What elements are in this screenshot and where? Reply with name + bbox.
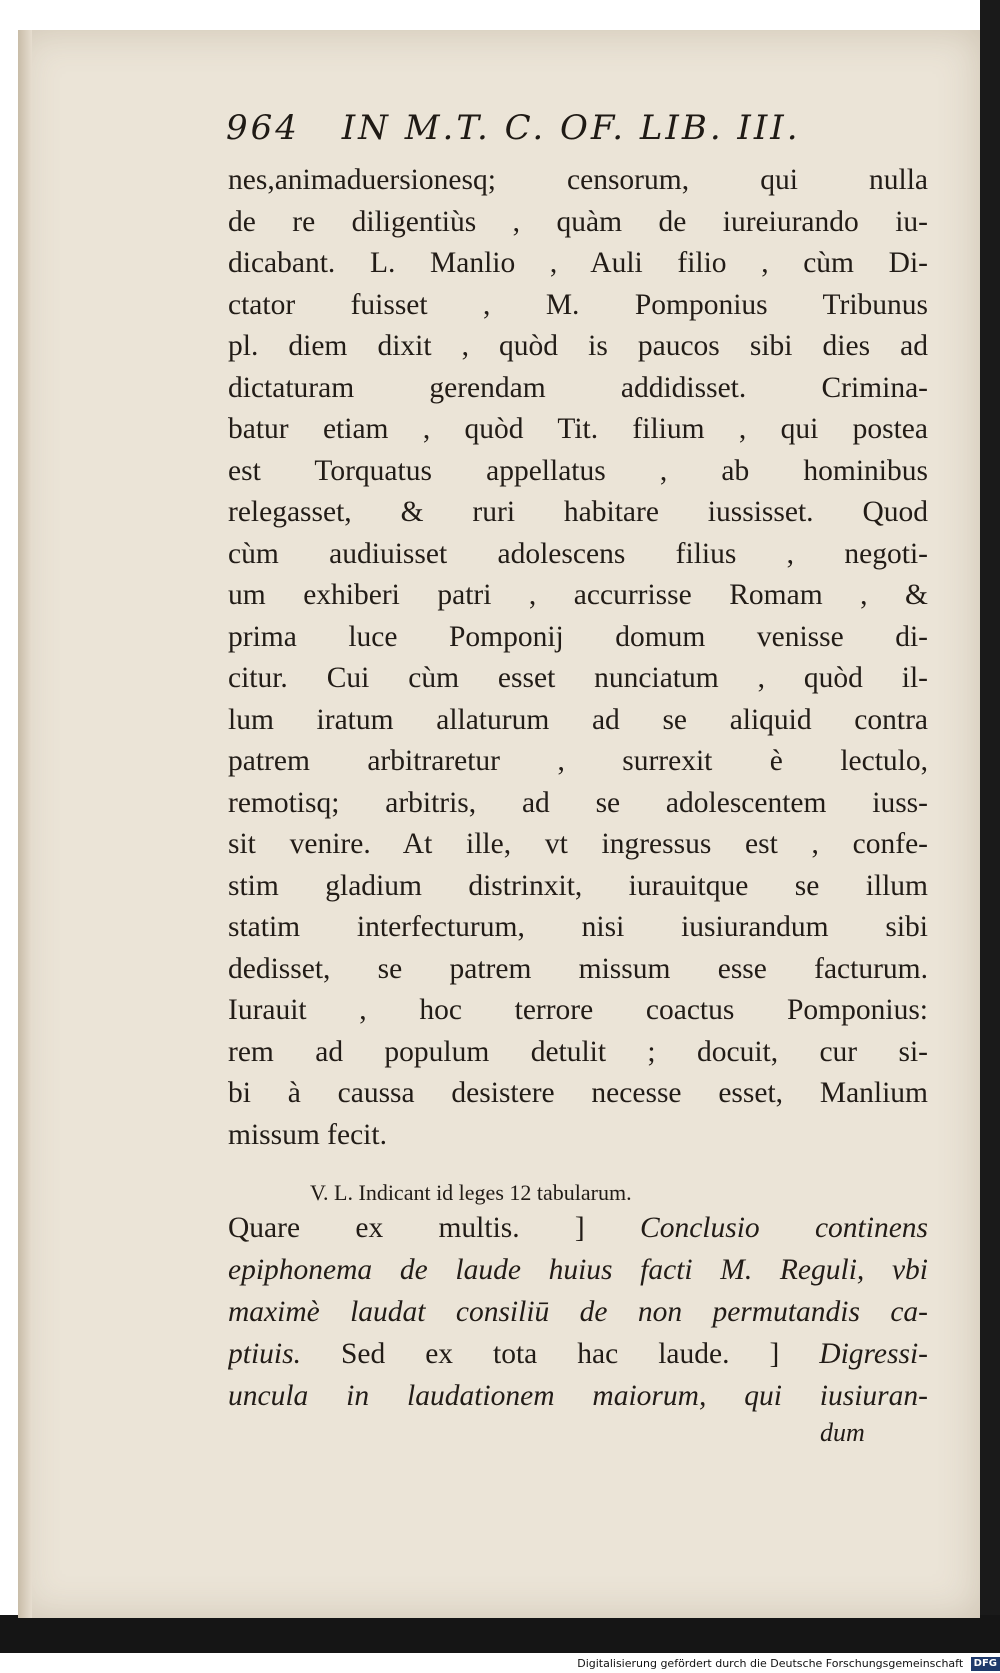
footer-text: Digitalisierung gefördert durch die Deutsche Forschungsgemeinschaft: [577, 1657, 964, 1670]
commentary-line: [228, 1207, 928, 1249]
commentary-gloss: Digressi-: [819, 1338, 928, 1370]
commentary-line: maximè laudat consiliū de non permutandis ca-: [228, 1296, 928, 1328]
text-line: sit venire. At ille, vt ingressus est , confe-: [228, 828, 928, 860]
text-line: de re diligentiùs , quàm de iureiurando iu-: [228, 205, 928, 238]
text-line: lum iratum allaturum ad se aliquid contra: [228, 703, 928, 736]
text-line: citur. Cui cùm esset nunciatum , quòd il-: [228, 662, 928, 694]
commentary-block: [228, 1207, 928, 1417]
running-title: IN M.T. C. OF. LIB. III.: [341, 108, 801, 148]
text-line: cùm audiuisset adolescens filius , negoti-: [228, 537, 928, 570]
commentary-lemma: Sed ex tota hac laude. ]: [340, 1338, 780, 1370]
text-line: um exhiberi patri , accurrisse Romam , &: [228, 579, 928, 611]
page-number: 964: [226, 108, 300, 148]
text-line: dedisset, se patrem missum esse facturum.: [228, 952, 928, 985]
text-line: est Torquatus appellatus , ab hominibus: [228, 454, 928, 487]
commentary-line: [228, 1333, 928, 1375]
commentary-gloss: Conclusio continens: [640, 1212, 928, 1244]
catchword: dum: [820, 1418, 865, 1447]
text-line: missum fecit.: [228, 1118, 387, 1151]
text-line: nes,animaduersionesq; censorum, qui nulla: [228, 164, 928, 196]
text-line: batur etiam , quòd Tit. filium , qui postea: [228, 413, 928, 445]
text-line: relegasset, & ruri habitare iussisset. Quod: [228, 496, 928, 528]
text-line: prima luce Pomponij domum venisse di-: [228, 620, 928, 653]
text-line: bi à caussa desistere necesse esset, Manlium: [228, 1077, 928, 1109]
text-line: statim interfecturum, nisi iusiurandum sibi: [228, 911, 928, 943]
text-line: rem ad populum detulit ; docuit, cur si-: [228, 1035, 928, 1068]
text-line: stim gladium distrinxit, iurauitque se illum: [228, 869, 928, 902]
text-line: patrem arbitraretur , surrexit è lectulo,: [228, 745, 928, 777]
scan-border-bottom: [0, 1615, 1000, 1653]
running-head: [226, 108, 926, 158]
commentary-lemma: Quare ex multis. ]: [228, 1212, 585, 1244]
text-line: pl. diem dixit , quòd is paucos sibi dies ad: [228, 330, 928, 362]
main-text-block: [228, 160, 928, 1156]
text-line: remotisq; arbitris, ad se adolescentem iuss-: [228, 786, 928, 819]
commentary-line: epiphonema de laude huius facti M. Reguli, vbi: [228, 1254, 928, 1286]
digitization-footer: [560, 1655, 1000, 1673]
text-line: dicabant. L. Manlio , Auli filio , cùm Di-: [228, 247, 928, 279]
dfg-logo: DFG: [971, 1657, 1000, 1671]
text-line: ctator fuisset , M. Pomponius Tribunus: [228, 288, 928, 321]
page-gutter-edge: [18, 30, 32, 1618]
commentary-line: uncula in laudationem maiorum, qui iusiuran-: [228, 1380, 928, 1412]
text-line: dictaturam gerendam addidisset. Crimina-: [228, 371, 928, 404]
commentary-gloss-end: ptiuis.: [228, 1338, 301, 1370]
variant-reading-note: V. L. Indicant id leges 12 tabularum.: [310, 1180, 632, 1205]
scan-border-right: [980, 0, 1000, 1650]
text-line: Iurauit , hoc terrore coactus Pomponius:: [228, 994, 928, 1026]
